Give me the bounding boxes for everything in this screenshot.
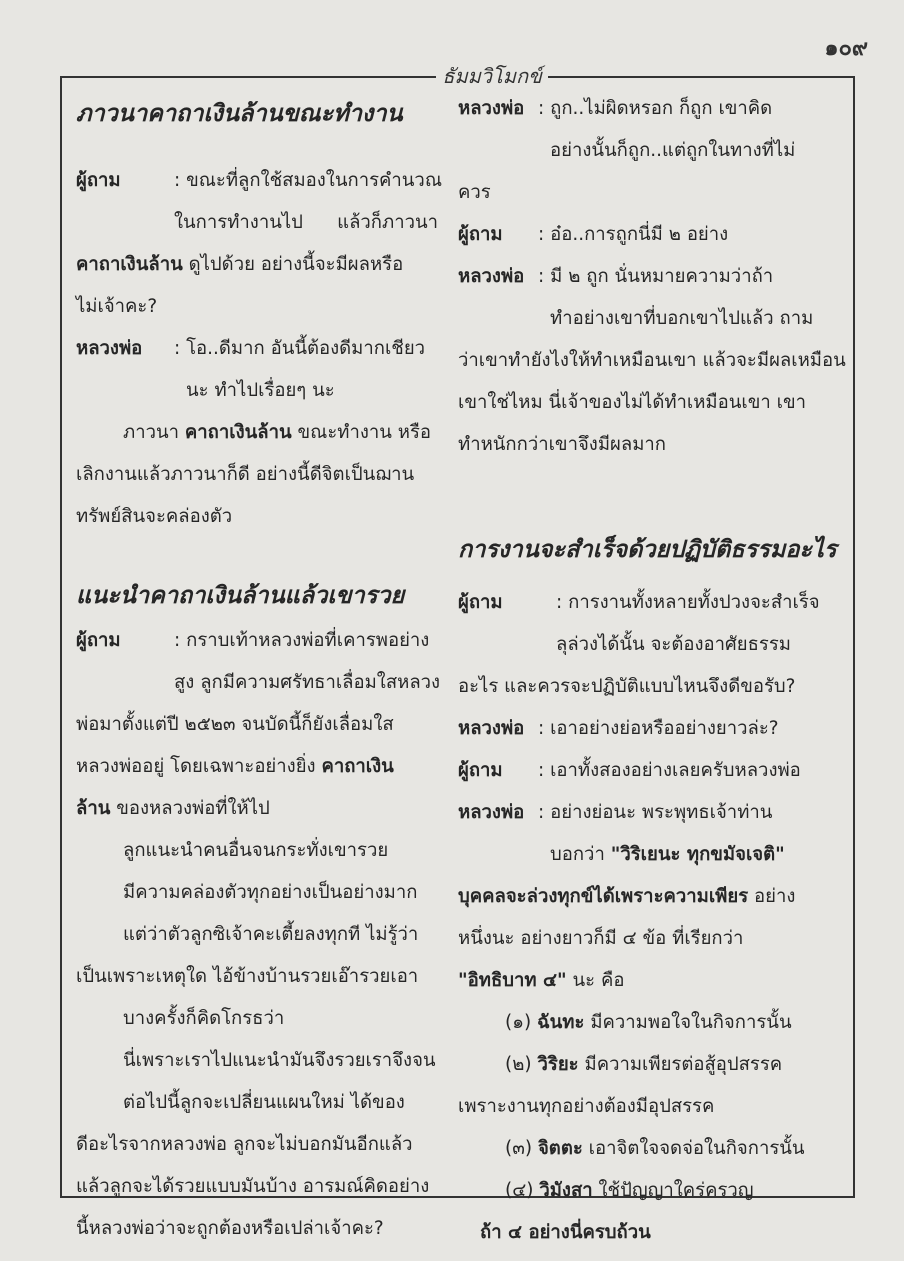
list-item: [458, 1044, 844, 1086]
bold-term: "วิริเยนะ ทุกขมัจเจติ": [610, 844, 785, 865]
text-line: เพราะงานทุกอย่างต้องมีอุปสรรค: [458, 1096, 715, 1117]
text-line: สูง ลูกมีความศรัทธาเลื่อมใสหลวง: [174, 672, 441, 693]
text-line: ในการทำงานไป แล้วก็ภาวนา: [174, 212, 438, 233]
bold-term: จิตตะ: [537, 1138, 583, 1159]
text-line: นี้หลวงพ่อว่าจะถูกต้องหรือเปล่าเจ้าคะ?: [76, 1218, 384, 1239]
text-line: [76, 788, 438, 830]
line-text: หลวงพ่ออยู่ โดยเฉพาะอย่างยิ่ง: [76, 756, 322, 777]
line-text: ใช้ปัญญาใคร่ครวญ: [592, 1180, 754, 1201]
text-line: ทำหนักกว่าเขาจึงมีผลมาก: [458, 434, 666, 455]
text-line: [458, 88, 844, 130]
list-item: [458, 1002, 844, 1044]
line-text: นะ คือ: [566, 970, 625, 991]
bold-term: ฉันทะ: [537, 1012, 585, 1033]
text-line: นี่เพราะเราไปแนะนำมันจึงรวยเราจึงจน: [123, 1050, 436, 1071]
line-text: ขณะทำงาน หรือ: [291, 422, 432, 443]
section-heading: การงานจะสำเร็จด้วยปฏิบัติธรรมอะไร: [458, 535, 837, 563]
item-number: (๓): [505, 1138, 538, 1159]
text-line: เลิกงานแล้วภาวนาก็ดี อย่างนี้ดีจิตเป็นฌาน: [76, 464, 415, 485]
bold-term: บุคคลจะล่วงทุกข์ได้เพราะความเพียร: [458, 886, 749, 907]
speaker-label: ผู้ถาม: [458, 760, 503, 781]
text-line: บางครั้งก็คิดโกรธว่า: [123, 1008, 285, 1029]
speaker-label: หลวงพ่อ: [458, 718, 525, 739]
line-text: ดูไปด้วย อย่างนี้จะมีผลหรือ: [182, 254, 404, 275]
line-text: : ถูก..ไม่ผิดหรอก ก็ถูก เขาคิด: [538, 98, 773, 119]
text-line: อะไร และควรจะปฏิบัติแบบไหนจึงดีขอรับ?: [458, 676, 796, 697]
bold-term: ล้าน: [76, 798, 111, 819]
text-line: ลูกแนะนำคนอื่นจนกระทั่งเขารวย: [123, 840, 389, 861]
line-text: : อ๋อ..การถูกนี่มี ๒ อย่าง: [538, 224, 729, 245]
text-line: ลุล่วงได้นั้น จะต้องอาศัยธรรม: [556, 634, 791, 655]
text-line: [76, 160, 442, 202]
bold-term: คาถาเงินล้าน: [184, 422, 292, 443]
text-line: ไม่เจ้าคะ?: [76, 296, 158, 317]
text-line: ว่าเขาทำยังไงให้ทำเหมือนเขา แล้วจะมีผลเหมือน: [458, 350, 846, 371]
text-line: ต่อไปนี้ลูกจะเปลี่ยนแผนใหม่ ได้ของ: [123, 1092, 405, 1113]
bold-term: "อิทธิบาท ๔": [458, 970, 567, 991]
text-line: มีความคล่องตัวทุกอย่างเป็นอย่างมาก: [123, 882, 418, 903]
item-number: (๑): [505, 1012, 538, 1033]
line-text: : มี ๒ ถูก นั่นหมายความว่าถ้า: [538, 266, 774, 287]
left-column: [76, 88, 442, 1250]
speaker-label: ผู้ถาม: [458, 224, 503, 245]
text-line: ดีอะไรจากหลวงพ่อ ลูกจะไม่บอกมันอีกแล้ว: [76, 1134, 413, 1155]
text-line: [458, 876, 844, 918]
speaker-label: หลวงพ่อ: [458, 266, 525, 287]
text-line: อย่างนั้นก็ถูก..แต่ถูกในทางที่ไม่: [550, 140, 796, 161]
text-line: [76, 244, 438, 286]
section-heading: แนะนำคาถาเงินล้านแล้วเขารวย: [76, 581, 405, 609]
line-text: อย่าง: [748, 886, 796, 907]
text-line: [458, 214, 844, 256]
line-text: เอาจิตใจจดจ่อในกิจการนั้น: [582, 1138, 805, 1159]
list-item: [458, 1170, 844, 1212]
speaker-label: หลวงพ่อ: [458, 98, 525, 119]
text-line: พ่อมาตั้งแต่ปี ๒๕๒๓ จนบัดนี้ก็ยังเลื่อมใส: [76, 714, 394, 735]
speaker-label: ผู้ถาม: [458, 592, 503, 613]
text-line: [458, 256, 844, 298]
text-line: [458, 960, 844, 1002]
text-line: ทำอย่างเขาที่บอกเขาไปแล้ว ถาม: [550, 308, 814, 329]
text-line: ควร: [458, 182, 491, 203]
line-text: : การงานทั้งหลายทั้งปวงจะสำเร็จ: [556, 592, 820, 613]
page-number: ๑๐๙: [824, 36, 868, 61]
text-line: นะ ทำไปเรื่อยๆ นะ: [186, 380, 335, 401]
speaker-label: หลวงพ่อ: [458, 802, 525, 823]
speaker-label: หลวงพ่อ: [76, 338, 143, 359]
text-line: [458, 792, 844, 834]
text-line: ทรัพย์สินจะคล่องตัว: [76, 506, 233, 527]
text-line: แล้วลูกจะได้รวยแบบมันบ้าง อารมณ์คิดอย่าง: [76, 1176, 430, 1197]
bold-term: วิริยะ: [537, 1054, 579, 1075]
item-number: (๔): [505, 1180, 540, 1201]
bold-term: คาถาเงิน: [321, 756, 394, 777]
line-text: มีความเพียรต่อสู้อุปสรรค: [578, 1054, 783, 1075]
text-line: [458, 834, 844, 876]
line-text: : อย่างย่อนะ พระพุทธเจ้าท่าน: [538, 802, 773, 823]
right-column: [458, 88, 844, 1254]
line-text: บอกว่า: [550, 844, 611, 865]
line-text: มีความพอใจในกิจการนั้น: [584, 1012, 792, 1033]
list-item: [458, 1128, 844, 1170]
line-text: : เอาอย่างย่อหรืออย่างยาวล่ะ?: [538, 718, 779, 739]
line-text: ภาวนา: [123, 422, 185, 443]
speaker-label: ผู้ถาม: [76, 630, 121, 651]
item-number: (๒): [505, 1054, 538, 1075]
text-line: แต่ว่าตัวลูกซิเจ้าคะเตี้ยลงทุกที ไม่รู้ว่า: [123, 924, 419, 945]
line-text: : โอ..ดีมาก อันนี้ต้องดีมากเชียว: [174, 338, 426, 359]
text-line: เป็นเพราะเหตุใด ไอ้ข้างบ้านรวยเอ๊ารวยเอา: [76, 966, 419, 987]
text-line: [76, 328, 438, 370]
bold-term: วิมังสา: [539, 1180, 593, 1201]
running-header-text: ธัมมวิโมกข์: [436, 60, 548, 92]
line-text: : กราบเท้าหลวงพ่อที่เคารพอย่าง: [174, 630, 430, 651]
text-line: [458, 582, 844, 624]
line-text: : เอาทั้งสองอย่างเลยครับหลวงพ่อ: [538, 760, 801, 781]
text-line: เขาใช่ไหม นี่เจ้าของไม่ได้ทำเหมือนเขา เขา: [458, 392, 806, 413]
line-text: ของหลวงพ่อที่ให้ไป: [110, 798, 270, 819]
text-line: ถ้า ๔ อย่างนี่ครบถ้วน: [480, 1222, 651, 1243]
text-line: [76, 746, 438, 788]
text-line: [76, 412, 438, 454]
speaker-label: ผู้ถาม: [76, 170, 121, 191]
bold-term: คาถาเงินล้าน: [76, 254, 183, 275]
text-line: [458, 708, 844, 750]
section-heading: ภาวนาคาถาเงินล้านขณะทำงาน: [76, 99, 403, 127]
line-text: : ขณะที่ลูกใช้สมองในการคำนวณ: [174, 170, 442, 191]
text-line: [76, 620, 438, 662]
text-line: [458, 750, 844, 792]
text-line: หนึ่งนะ อย่างยาวก็มี ๔ ข้อ ที่เรียกว่า: [458, 928, 744, 949]
